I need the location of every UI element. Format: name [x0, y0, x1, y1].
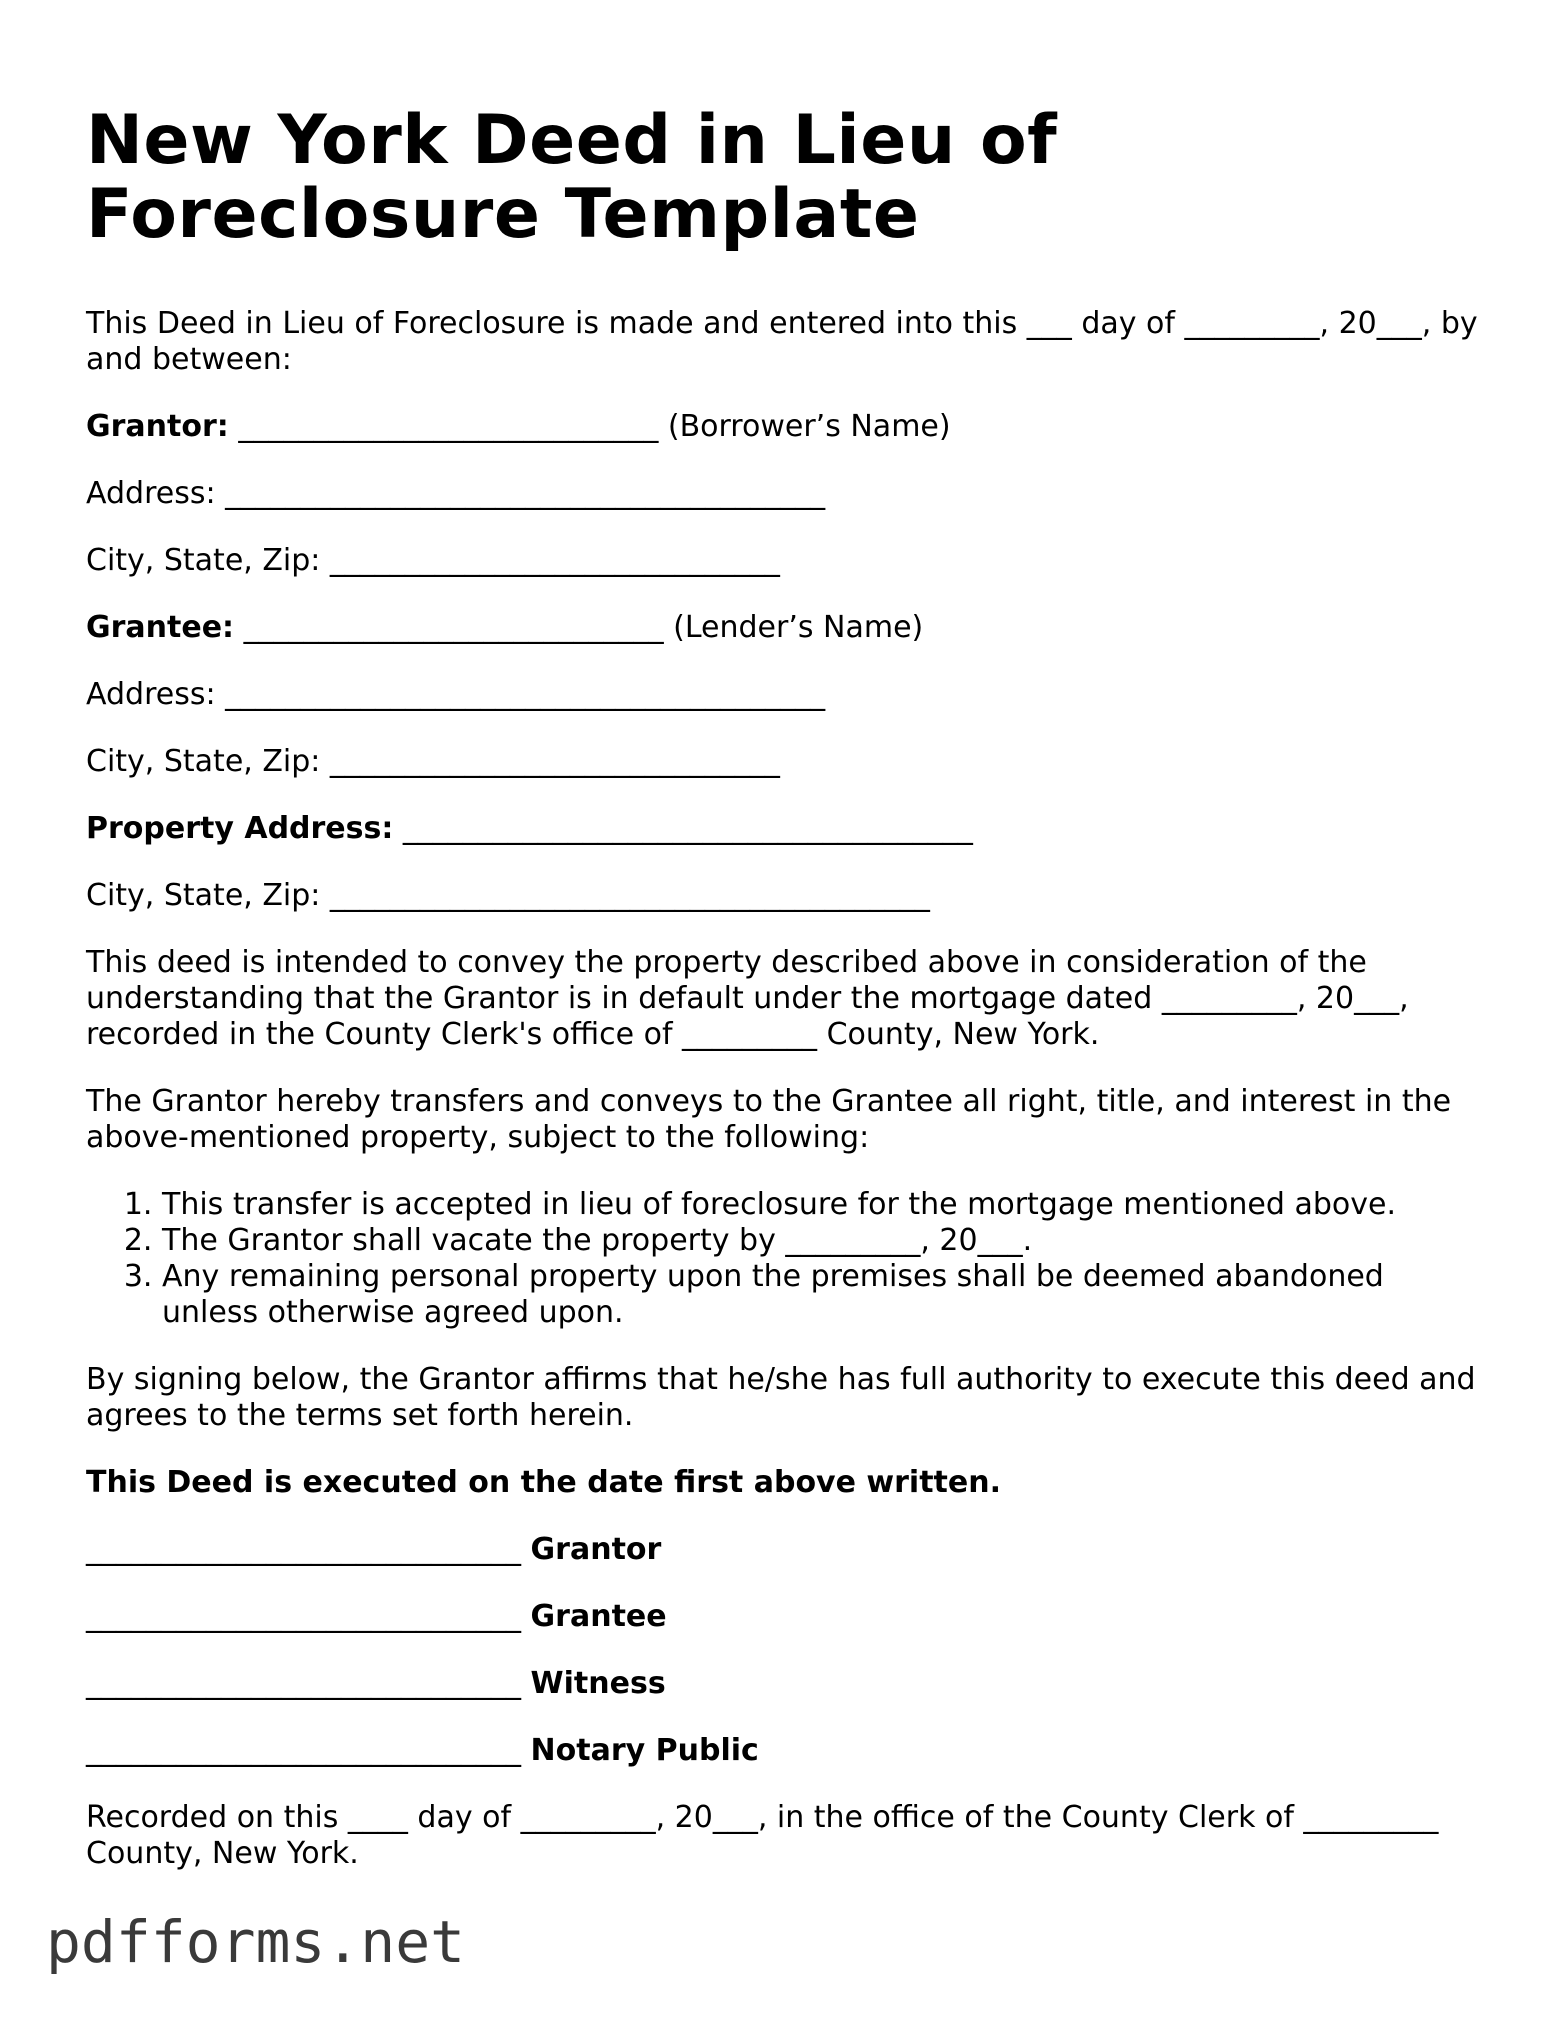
- grantor-signature-line: [86, 1532, 1486, 1568]
- executed-statement: This Deed is executed on the date first above written.: [86, 1465, 1001, 1500]
- property-address-line: [86, 811, 1486, 847]
- condition-item: 2. The Grantor shall vacate the property by _________, 20___.: [162, 1223, 1486, 1259]
- grantee-signature-label: Grantee: [530, 1599, 667, 1634]
- document-page: [86, 101, 1486, 1903]
- grantee-address-line: Address: ________________________________________: [86, 677, 826, 712]
- signature-blank: _____________________________: [86, 1733, 521, 1768]
- grantor-label: Grantor:: [86, 409, 229, 444]
- page-title: New York Deed in Lieu of Foreclosure Template: [86, 101, 1058, 254]
- witness-signature-line: [86, 1666, 1486, 1702]
- grantee-label: Grantee:: [86, 610, 235, 645]
- recorded-paragraph: Recorded on this ____ day of _________, 20___, in the office of the County Clerk of _________ County, New York.: [86, 1800, 1439, 1871]
- watermark-logo: pdfforms.net: [46, 1908, 466, 1976]
- grantor-name-note: (Borrower’s Name): [667, 409, 951, 444]
- grantor-name-line: [86, 409, 1486, 445]
- intro-paragraph: This Deed in Lieu of Foreclosure is made and entered into this ___ day of _________, 20___, by and between:: [86, 306, 1478, 377]
- affirm-paragraph: By signing below, the Grantor affirms that he/she has full authority to execute this deed and agrees to the terms set forth herein.: [86, 1362, 1476, 1433]
- signature-blank: _____________________________: [86, 1532, 521, 1567]
- notary-signature-line: [86, 1733, 1486, 1769]
- property-address-blank: ______________________________________: [402, 811, 973, 846]
- witness-signature-label: Witness: [530, 1666, 666, 1701]
- conditions-list: [86, 1187, 1486, 1331]
- property-address-label: Property Address:: [86, 811, 394, 846]
- grantor-city-line: City, State, Zip: ______________________________: [86, 543, 780, 578]
- grantee-name-line: [86, 610, 1486, 646]
- property-city-line: City, State, Zip: ________________________________________: [86, 878, 930, 913]
- grantee-city-line: City, State, Zip: ______________________________: [86, 744, 780, 779]
- signature-blank: _____________________________: [86, 1666, 521, 1701]
- grantee-signature-line: [86, 1599, 1486, 1635]
- grantor-address-line: Address: ________________________________________: [86, 476, 826, 511]
- intent-paragraph: This deed is intended to convey the property described above in consideration of the understanding that the Grantor is in default under the mortgage dated _________, 20___, recorded in the County Clerk's office of _________ County, New York.: [86, 945, 1409, 1052]
- signature-blank: _____________________________: [86, 1599, 521, 1634]
- grantor-name-blank: ____________________________: [238, 409, 659, 444]
- grantee-name-blank: ____________________________: [243, 610, 664, 645]
- transfer-paragraph: The Grantor hereby transfers and conveys to the Grantee all right, title, and interest in the above-mentioned property, subject to the following:: [86, 1084, 1452, 1155]
- condition-item: 3. Any remaining personal property upon the premises shall be deemed abandoned unless otherwise agreed upon.: [162, 1259, 1486, 1331]
- grantor-signature-label: Grantor: [530, 1532, 662, 1567]
- grantee-name-note: (Lender’s Name): [673, 610, 924, 645]
- condition-item: 1. This transfer is accepted in lieu of foreclosure for the mortgage mentioned above.: [162, 1187, 1486, 1223]
- notary-signature-label: Notary Public: [530, 1733, 759, 1768]
